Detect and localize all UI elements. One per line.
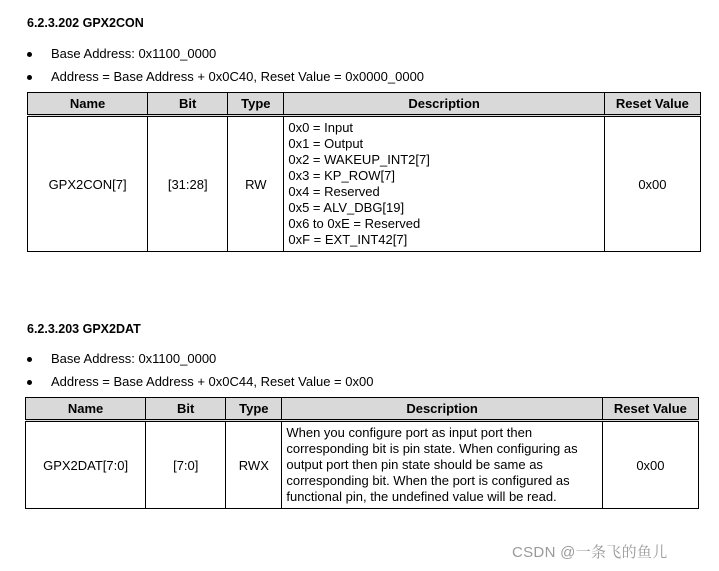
cell-reset-value: 0x00 [604,116,700,252]
description-line: 0x0 = Input [288,120,354,135]
cell-description [284,116,604,252]
description-line: functional pin, the undefined value will be read. [286,489,557,504]
description-line: 0x4 = Reserved [288,184,380,199]
gpx2con-bullet-list [27,46,424,92]
description-line: corresponding bit. When the port is configured as [286,473,570,488]
base-address-text: Base Address: 0x1100_0000 [51,46,217,61]
cell-type: RW [228,116,284,252]
header-reset-value: Reset Value [604,93,700,116]
gpx2dat-bullet-list [27,351,373,397]
header-description: Description [282,398,602,421]
list-item [27,351,373,374]
description-line: When you configure port as input port then [286,425,533,440]
section-title-gpx2con: 6.2.3.202 GPX2CON [27,16,144,30]
list-item [27,69,424,92]
bullet-icon [27,357,32,362]
description-line: 0xF = EXT_INT42[7] [288,232,408,247]
cell-type: RWX [226,421,282,509]
description-line: 0x3 = KP_ROW[7] [288,168,395,183]
csdn-watermark: CSDN @一条飞的鱼儿 [512,544,668,561]
address-reset-text: Address = Base Address + 0x0C40, Reset Value = 0x0000_0000 [51,69,425,84]
bullet-icon [27,380,32,385]
list-item [27,374,373,397]
description-line: 0x2 = WAKEUP_INT2[7] [288,152,430,167]
header-type: Type [226,398,282,421]
header-bit: Bit [146,398,226,421]
table-header-row [26,398,699,421]
description-line: 0x6 to 0xE = Reserved [288,216,421,231]
gpx2con-register-table [27,92,701,252]
header-name: Name [26,398,146,421]
header-type: Type [228,93,284,116]
cell-name: GPX2DAT[7:0] [26,421,146,509]
cell-description [282,421,602,509]
table-row [26,421,699,509]
header-reset-value: Reset Value [602,398,698,421]
list-item [27,46,424,69]
cell-bit: [7:0] [146,421,226,509]
table-row [28,116,701,252]
header-name: Name [28,93,148,116]
cell-name: GPX2CON[7] [28,116,148,252]
gpx2dat-register-table [25,397,699,509]
description-line: corresponding bit is pin state. When configuring as [286,441,578,456]
table-header-row [28,93,701,116]
section-title-gpx2dat: 6.2.3.203 GPX2DAT [27,322,141,336]
address-reset-text: Address = Base Address + 0x0C44, Reset Value = 0x00 [51,374,374,389]
description-line: 0x1 = Output [288,136,364,151]
bullet-icon [27,52,32,57]
header-description: Description [284,93,604,116]
cell-reset-value: 0x00 [602,421,698,509]
description-line: output port then pin state should be same as [286,457,543,472]
base-address-text: Base Address: 0x1100_0000 [51,351,217,366]
cell-bit: [31:28] [148,116,228,252]
description-line: 0x5 = ALV_DBG[19] [288,200,405,215]
header-bit: Bit [148,93,228,116]
bullet-icon [27,75,32,80]
